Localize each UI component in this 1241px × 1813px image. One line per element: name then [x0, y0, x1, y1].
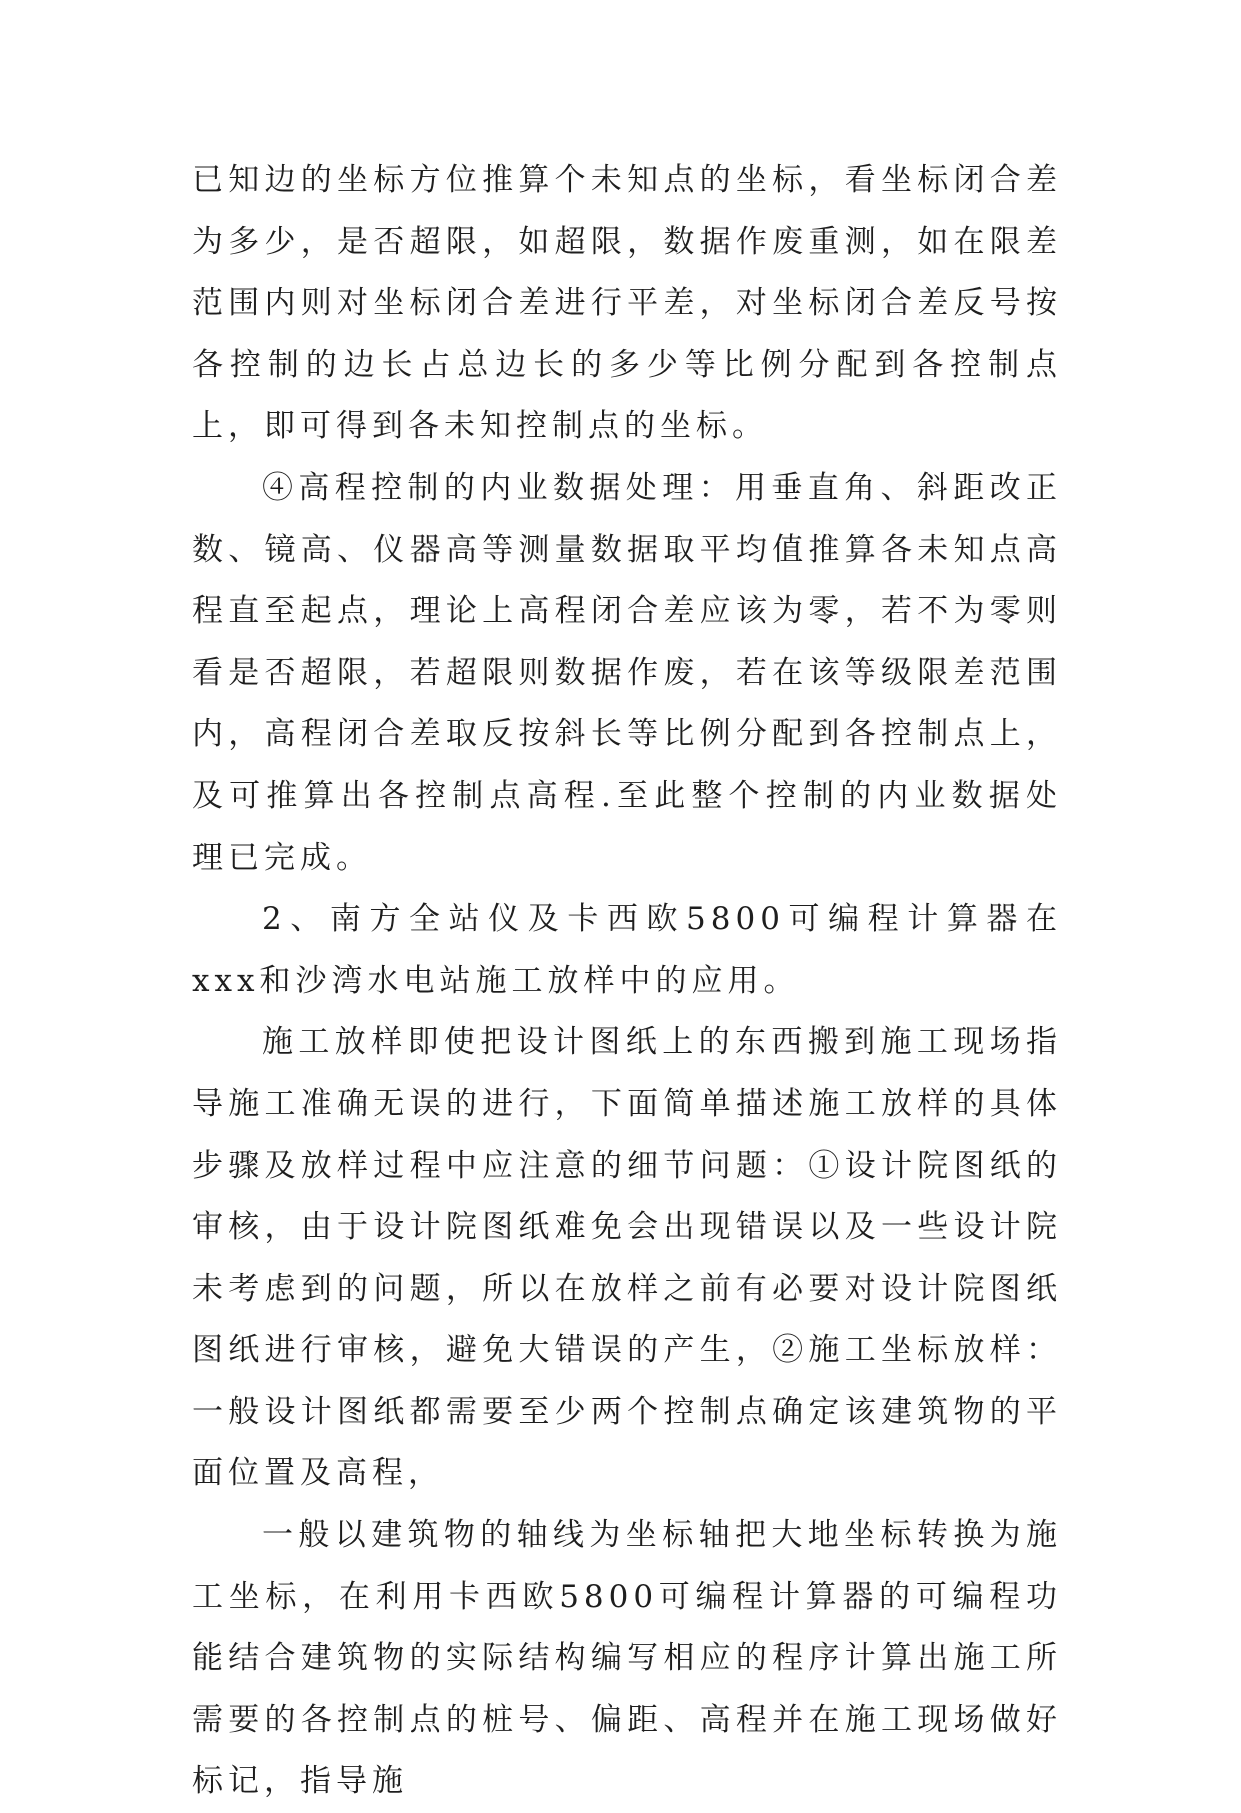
paragraph-5: 一般以建筑物的轴线为坐标轴把大地坐标转换为施工坐标，在利用卡西欧5800可编程计算器的可编程功能结合建筑物的实际结构编写相应的程序计算出施工所需要的各控制点的桩号、偏距、高程并在施工现场做好标记，指导施 — [192, 1517, 1062, 1800]
paragraph-4: 施工放样即使把设计图纸上的东西搬到施工现场指导施工准确无误的进行，下面简单描述施工放样的具体步骤及放样过程中应注意的细节问题：①设计院图纸的审核，由于设计院图纸难免会出现错误以及一些设计院未考虑到的问题，所以在放样之前有必要对设计院图纸图纸进行审核，避免大错误的产生，②施工坐标放样：一般设计图纸都需要至少两个控制点确定该建筑物的平面位置及高程， — [192, 1024, 1062, 1492]
paragraph-1: 已知边的坐标方位推算个未知点的坐标，看坐标闭合差为多少，是否超限，如超限，数据作废重测，如在限差范围内则对坐标闭合差进行平差，对坐标闭合差反号按各控制的边长占总边长的多少等比例分配到各控制点上，即可得到各未知控制点的坐标。 — [192, 162, 1062, 445]
paragraph-3: 2、南方全站仪及卡西欧5800可编程计算器在xxx和沙湾水电站施工放样中的应用。 — [192, 901, 1062, 999]
document-body — [192, 150, 1062, 1813]
paragraph-2: ④高程控制的内业数据处理：用垂直角、斜距改正数、镜高、仪器高等测量数据取平均值推算各未知点高程直至起点，理论上高程闭合差应该为零，若不为零则看是否超限，若超限则数据作废，若在该等级限差范围内，高程闭合差取反按斜长等比例分配到各控制点上，及可推算出各控制点高程.至此整个控制的内业数据处理已完成。 — [192, 469, 1062, 876]
